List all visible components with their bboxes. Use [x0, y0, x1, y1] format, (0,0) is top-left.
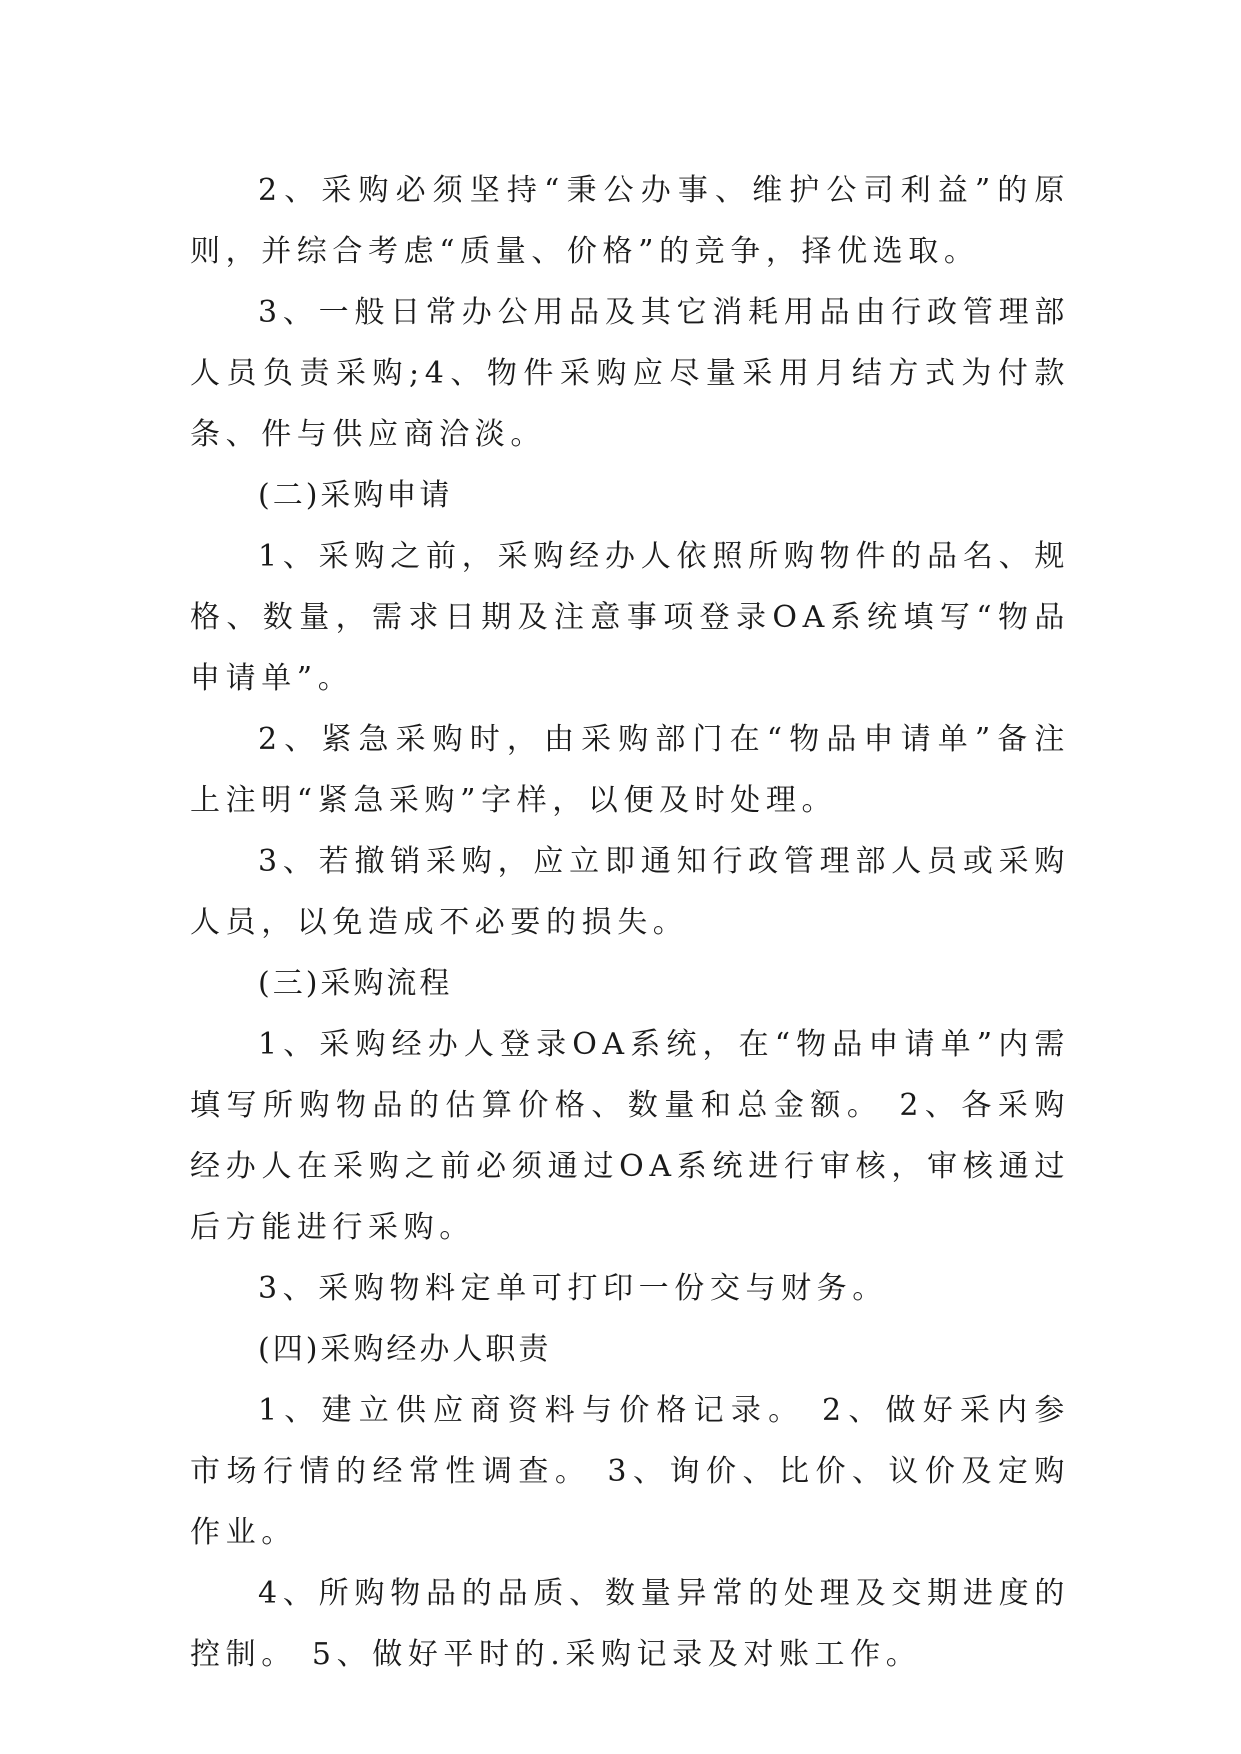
paragraph-item: 1、采购经办人登录OA系统，在“物品申请单”内需填写所购物品的估算价格、数量和总金额。 2、各采购经办人在采购之前必须通过OA系统进行审核，审核通过后方能进行采购。 [190, 1027, 1070, 1245]
section-heading: (三)采购流程 [258, 966, 453, 1001]
paragraph-item: 3、若撤销采购，应立即通知行政管理部人员或采购人员，以免造成不必要的损失。 [190, 844, 1070, 940]
paragraph-item: 3、采购物料定单可打印一份交与财务。 [258, 1271, 888, 1306]
paragraph-item: 1、建立供应商资料与价格记录。 2、做好采内参市场行情的经常性调查。 3、询价、比价、议价及定购作业。 [190, 1393, 1070, 1550]
document-body [190, 160, 1070, 1685]
paragraph-item: 1、采购之前，采购经办人依照所购物件的品名、规格、数量，需求日期及注意事项登录OA系统填写“物品申请单”。 [190, 539, 1070, 696]
paragraph-item: 4、所购物品的品质、数量异常的处理及交期进度的控制。 5、做好平时的.采购记录及对账工作。 [190, 1576, 1070, 1672]
section-heading: (四)采购经办人职责 [258, 1332, 552, 1367]
paragraph-item: 2、采购必须坚持“秉公办事、维护公司利益”的原则，并综合考虑“质量、价格”的竞争，择优选取。 [190, 173, 1070, 269]
section-heading: (二)采购申请 [258, 478, 453, 513]
paragraph-item: 3、一般日常办公用品及其它消耗用品由行政管理部人员负责采购;4、物件采购应尽量采用月结方式为付款条、件与供应商洽淡。 [190, 295, 1070, 452]
paragraph-item: 2、紧急采购时，由采购部门在“物品申请单”备注上注明“紧急采购”字样，以便及时处理。 [190, 722, 1070, 818]
